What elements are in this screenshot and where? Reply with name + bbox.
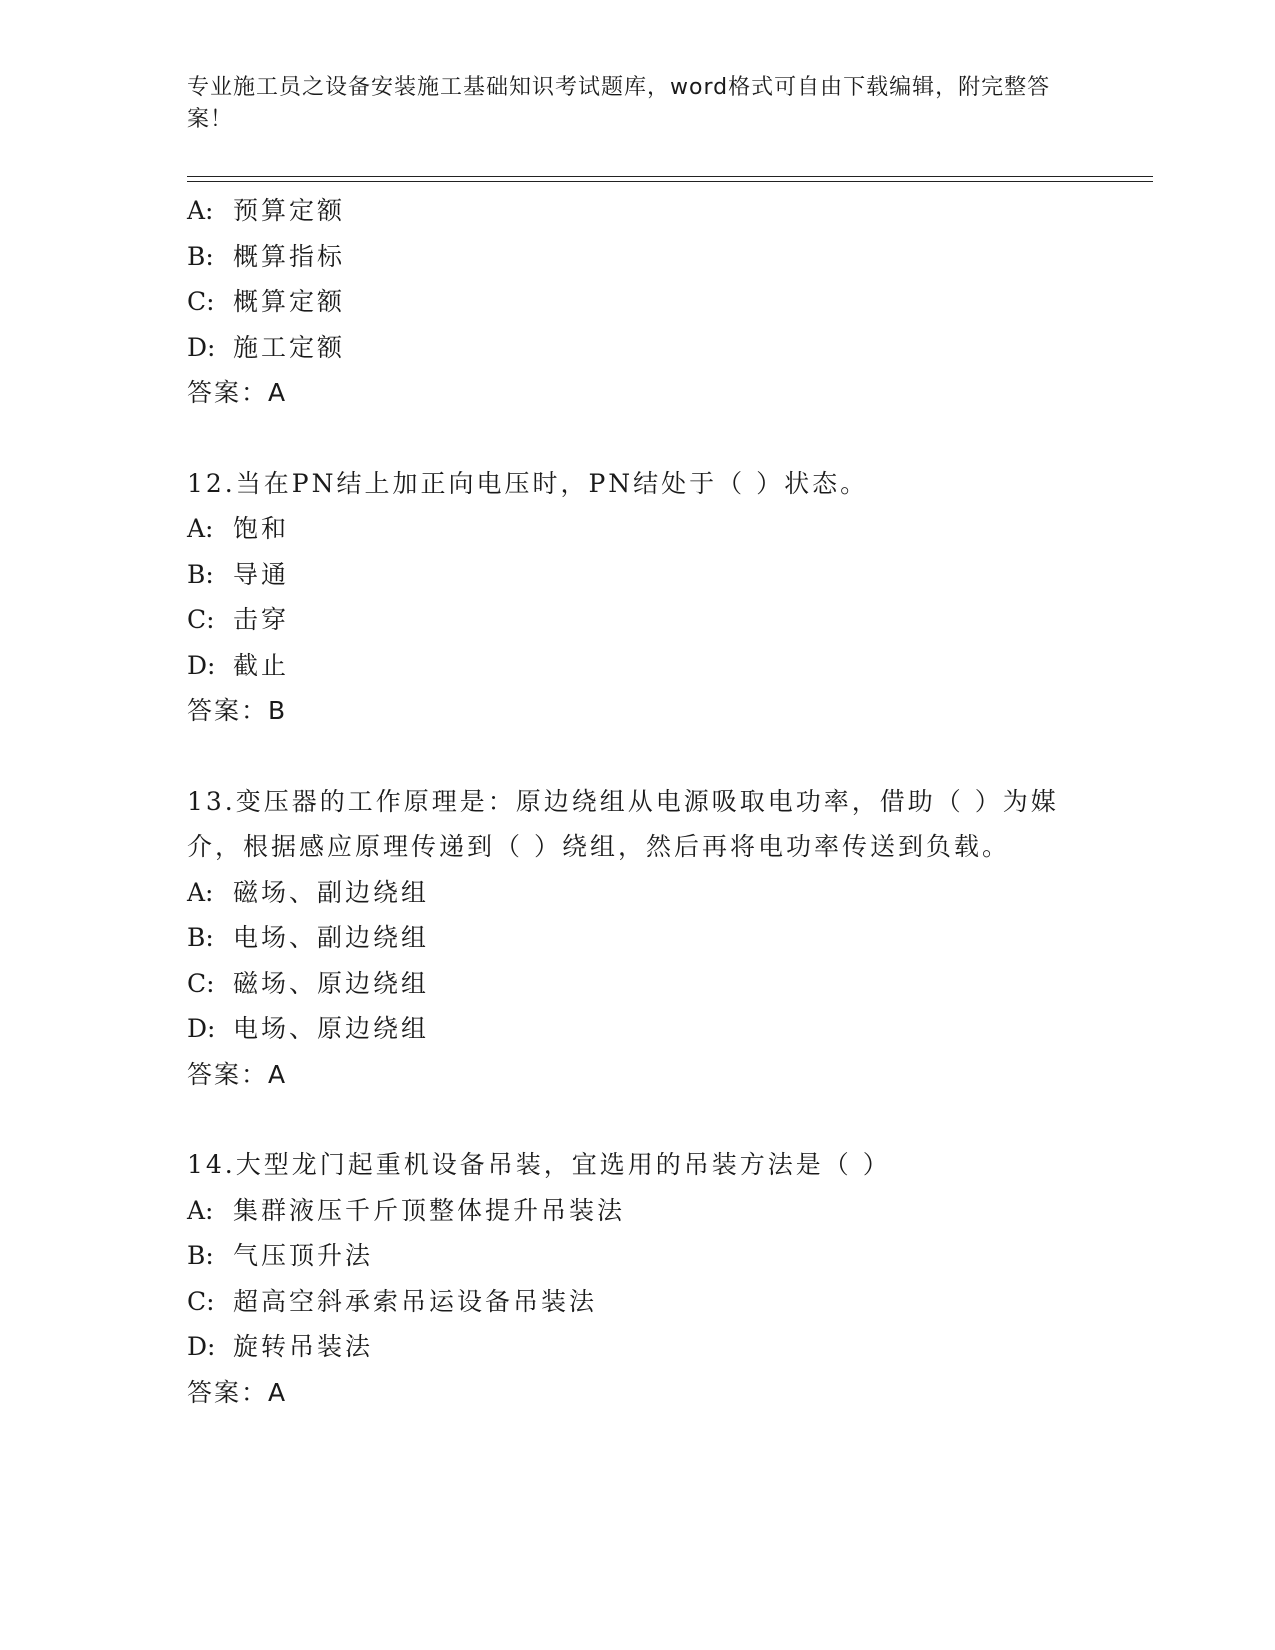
option-key: C:: [187, 968, 215, 998]
spacer: [187, 1097, 1137, 1142]
option-key: B:: [187, 923, 214, 952]
option-text: 击穿: [233, 605, 290, 634]
question-block-11: [187, 188, 1137, 416]
option-text: 磁场、副边绕组: [233, 877, 430, 907]
option-a: [187, 506, 1137, 552]
option-text: 气压顶升法: [233, 1241, 374, 1270]
option-key: A:: [187, 877, 214, 907]
option-c: [187, 961, 1137, 1007]
option-text: 电场、原边绕组: [233, 1014, 430, 1043]
answer-line: 答案：A: [187, 1377, 288, 1407]
document-header: 专业施工员之设备安装施工基础知识考试题库，word格式可自由下载编辑，附完整答案！: [187, 75, 1051, 132]
option-text: 饱和: [233, 514, 290, 543]
option-b: [187, 552, 1137, 598]
option-key: B:: [187, 241, 214, 271]
option-text: 旋转吊装法: [233, 1332, 374, 1361]
option-d: [187, 325, 1137, 371]
option-b: [187, 915, 1137, 961]
option-c: [187, 1279, 1137, 1325]
option-c: [187, 597, 1137, 643]
option-d: [187, 1006, 1137, 1052]
option-key: D:: [187, 332, 216, 362]
option-text: 磁场、原边绕组: [233, 968, 430, 998]
question-list: [187, 188, 1137, 1415]
option-key: A:: [187, 1195, 214, 1225]
option-a: [187, 870, 1137, 916]
question-block-13: [187, 779, 1137, 1098]
header-divider-top: [187, 176, 1153, 177]
option-text: 概算指标: [233, 241, 346, 271]
option-text: 截止: [233, 650, 290, 680]
option-key: D:: [187, 1332, 216, 1361]
option-key: A:: [187, 514, 214, 543]
option-key: C:: [187, 605, 215, 634]
option-key: C:: [187, 1286, 215, 1316]
option-b: [187, 234, 1137, 280]
question-text: 12.当在PN结上加正向电压时，PN结处于（ ）状态。: [187, 468, 869, 498]
question-text: 13.变压器的工作原理是：原边绕组从电源吸取电功率，借助（ ）为媒介，根据感应原理传递到（ ）绕组，然后再将电功率传送到负载。: [187, 786, 1059, 861]
option-text: 超高空斜承索吊运设备吊装法: [233, 1286, 598, 1316]
question-block-14: [187, 1142, 1137, 1415]
option-a: [187, 1188, 1137, 1234]
option-key: B:: [187, 1241, 214, 1270]
option-text: 导通: [233, 559, 290, 589]
question-text: 14.大型龙门起重机设备吊装，宜选用的吊装方法是（ ）: [187, 1150, 891, 1179]
option-text: 施工定额: [233, 332, 346, 362]
option-d: [187, 643, 1137, 689]
option-d: [187, 1324, 1137, 1370]
option-key: A:: [187, 196, 214, 225]
answer-line: 答案：A: [187, 378, 288, 407]
option-key: C:: [187, 287, 215, 316]
option-text: 集群液压千斤顶整体提升吊装法: [233, 1195, 626, 1225]
question-block-12: [187, 461, 1137, 734]
answer-line: 答案：B: [187, 696, 288, 725]
answer-line: 答案：A: [187, 1059, 288, 1089]
option-text: 概算定额: [233, 287, 346, 316]
option-c: [187, 279, 1137, 325]
option-text: 预算定额: [233, 196, 346, 225]
option-key: D:: [187, 1014, 216, 1043]
header-divider-bottom: [187, 181, 1153, 182]
spacer: [187, 416, 1137, 461]
spacer: [187, 734, 1137, 779]
option-a: [187, 188, 1137, 234]
option-key: B:: [187, 559, 214, 589]
option-text: 电场、副边绕组: [233, 923, 430, 952]
option-key: D:: [187, 650, 216, 680]
option-b: [187, 1233, 1137, 1279]
